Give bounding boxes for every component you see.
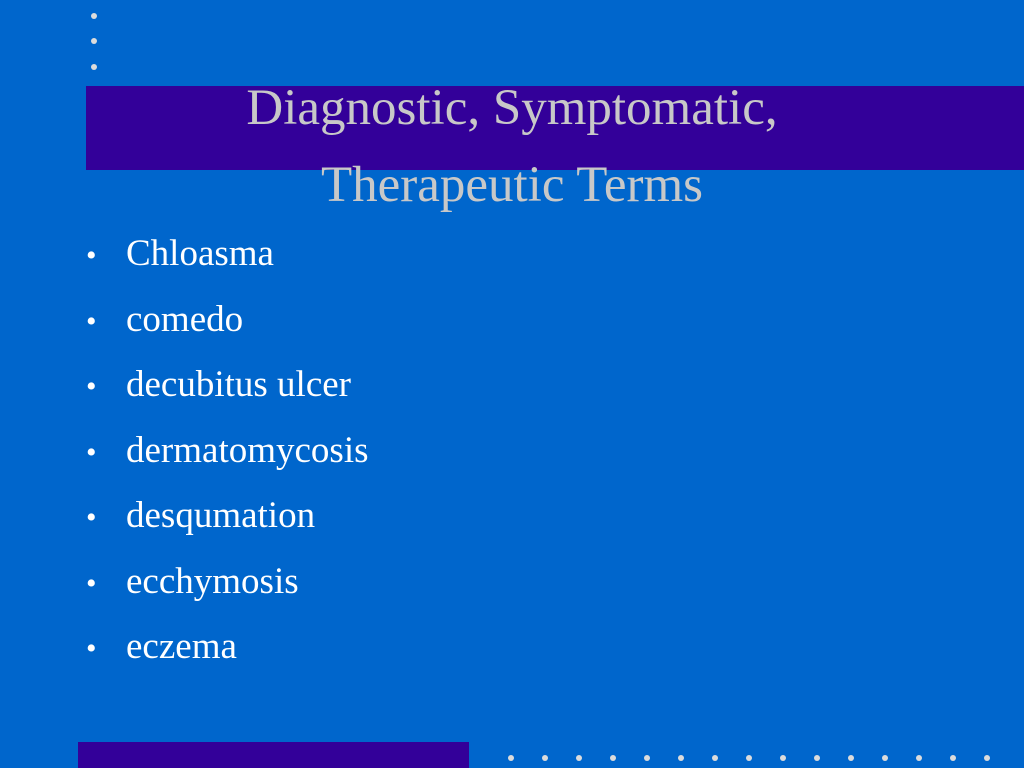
decorative-dot: [644, 755, 650, 761]
decorative-dot: [610, 755, 616, 761]
bullet-icon: •: [86, 435, 97, 469]
decorative-dot: [848, 755, 854, 761]
list-item: [86, 298, 369, 364]
list-item-text: desqumation: [126, 495, 316, 536]
bullet-icon: •: [86, 632, 97, 665]
decorative-dot: [916, 755, 922, 761]
bullet-icon: •: [86, 501, 97, 534]
list-item-text: dermatomycosis: [126, 429, 369, 471]
decorative-dot: [542, 755, 548, 761]
list-item: [86, 232, 369, 298]
slide-title: Diagnostic, Symptomatic, Therapeutic Terms: [246, 80, 778, 213]
list-item-text: Chloasma: [126, 233, 274, 274]
decorative-dot: [780, 755, 786, 761]
bullet-icon: •: [86, 370, 97, 403]
bullet-icon: •: [86, 239, 97, 272]
decorative-dot: [678, 755, 684, 761]
decorative-dot: [91, 13, 97, 19]
decorative-dot: [508, 755, 514, 761]
list-item-text: decubitus ulcer: [126, 364, 351, 405]
decorative-dot: [91, 38, 97, 44]
decorative-dot: [882, 755, 888, 761]
list-item: [86, 363, 369, 429]
decorative-dot: [746, 755, 752, 761]
decorative-dot: [950, 755, 956, 761]
list-item: [86, 429, 369, 495]
decorative-dot: [984, 755, 990, 761]
list-item-text: eczema: [126, 626, 237, 667]
decorative-dot: [712, 755, 718, 761]
decorative-dot: [814, 755, 820, 761]
bullet-list: [86, 232, 369, 691]
list-item: [86, 494, 369, 560]
decorative-dot: [576, 755, 582, 761]
bullet-icon: •: [86, 304, 97, 338]
bottom-accent-bar: [78, 742, 469, 768]
list-item: [86, 625, 369, 691]
list-item-text: ecchymosis: [126, 560, 299, 602]
list-item: [86, 560, 369, 626]
bullet-icon: •: [86, 566, 97, 600]
list-item-text: comedo: [126, 298, 244, 340]
